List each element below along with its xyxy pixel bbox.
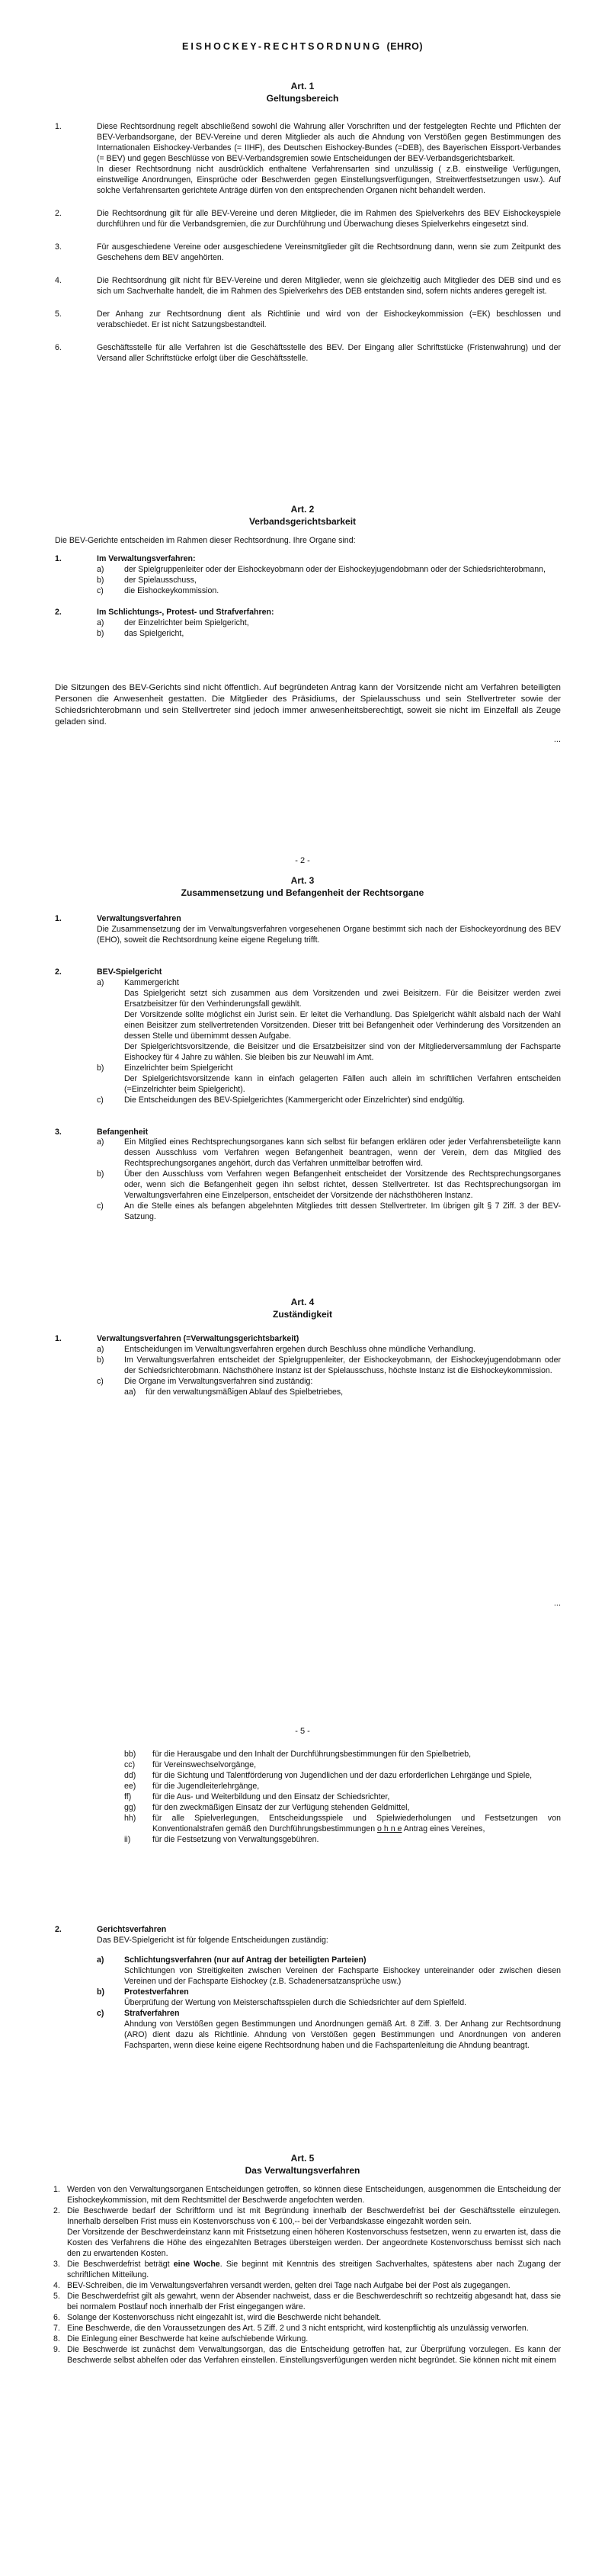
art4-body xyxy=(0,1334,605,1398)
art2-heading xyxy=(0,503,605,528)
art4-s1-hh: hh) für alle Spielverlegungen, Entscheidungsspiele und Spielwiederholungen und Festsetzungen von Konventionalstrafen gemäß den Durchführungsbestimmungen o h n e Antrag eines Vereines, xyxy=(124,1813,561,1833)
art5-item-5: 5. Die Beschwerdefrist gilt als gewahrt, wenn der Absender nachweist, dass er die Beschwerdeschrift so rechtzeitig abgesandt hat, dass sie bei normalem Postlauf noch innerhalb der Frist eingegangen wäre. xyxy=(53,2291,561,2311)
art1-item-5: 5. Der Anhang zur Rechtsordnung dient als Richtlinie und wird von der Eishockeykommission (=EK) beschlossen und verabschiedet. Er ist nicht Satzungsbestandteil. xyxy=(55,309,561,329)
art1-item-2: 2. Die Rechtsordnung gilt für alle BEV-Vereine und deren Mitglieder, die im Rahmen des Spielverkehrs des BEV Eishockeyspiele durchführen und für die Verbandsgremien, die zur Durchführung und Überwachung dieses Spielverkehrs eingesetzt sind. xyxy=(55,208,561,229)
art3-title: Zusammensetzung und Befangenheit der Rechtsorgane xyxy=(181,887,424,899)
art4-s2-c: c) Strafverfahren Ahndung von Verstößen gegen Bestimmungen und Anordnungen gemäß Art. 8 Ziff. 3. Der Anhang zur Rechtsordnung (ARO) dient dazu als Richtlinie. Ahndung von Verstößen gegen Bestimmungen und Anordnungen von anderen Fachsparten, wenn diese keine eigene Rechtsordnung haben und die Fachspartenleitung die Ahndung beantragt. xyxy=(97,2008,561,2050)
art2-title: Verbandsgerichtsbarkeit xyxy=(248,516,357,528)
art5-title: Das Verwaltungsverfahren xyxy=(245,2165,360,2177)
art2-closing: Die Sitzungen des BEV-Gerichts sind nicht öffentlich. Auf begründeten Antrag kann der Vorsitzende nicht am Verfahren beteiligten Personen die Anwesenheit gestatten. Die Mitglieder des Präsidiums, der Spielausschuss und sein Stellvertreter sowie der Schiedsrichterobmann und sein Stellvertreter sind jedoch immer anwesenheitsberechtigt, soweit sie nicht im Einzelfall als Zeuge geladen sind. xyxy=(55,683,561,727)
art5-item-1: 1. Werden von den Verwaltungsorganen Entscheidungen getroffen, so können diese Entscheidungen, ausgenommen die Entscheidung der Eishockeykommission, mit dem Rechtsmittel der Beschwerde angefochten werden. xyxy=(53,2185,561,2205)
art3-s3-a: a) Ein Mitglied eines Rechtsprechungsorganes kann sich selbst für befangen erklären oder jeder Verfahrensbeteiligte kann dessen Ausschluss vom Verfahren wegen Befangenheit beantragen, wenn der Verein, dem das Mitglied des Rechtsprechungsorganes angehört, durch das Verfahren unmittelbar betroffen wird. xyxy=(97,1137,561,1169)
art2-s1-c: c) die Eishockeykommission. xyxy=(97,585,219,595)
art4-s1-aa: aa) für den verwaltungsmäßigen Ablauf des Spielbetriebes, xyxy=(124,1387,344,1397)
art1-item-3: 3. Für ausgeschiedene Vereine oder ausgeschiedene Vereinsmitglieder gilt die Rechtsordnung dann, wenn sie zum Zeitpunkt des Geschehens dem BEV angehörten. xyxy=(55,242,561,262)
art3-s3-c: c) An die Stelle eines als befangen abgelehnten Mitgliedes tritt dessen Stellvertreter. Im übrigen gilt § 7 Ziff. 3 der BEV-Satzung. xyxy=(97,1201,561,1222)
art4-s1-ee: ee) für die Jugendleiterlehrgänge, xyxy=(124,1781,260,1791)
art4-s2-b: b) Protestverfahren Überprüfung der Wertung von Meisterschaftsspielen durch die Schiedsrichter auf dem Spielfeld. xyxy=(97,1987,467,2007)
art4-list-continued xyxy=(0,1750,605,1846)
art4-s1-bb: bb) für die Herausgabe und den Inhalt der Durchführungsbestimmungen für den Spielbetrieb, xyxy=(124,1750,472,1759)
art1-item-6: 6. Geschäftsstelle für alle Verfahren ist die Geschäftsstelle des BEV. Der Eingang aller Schriftstücke (Fristenwahrung) und der Versand aller Schriftstücke erfolgt über die Geschäftsstelle. xyxy=(55,342,561,363)
art4-title: Zuständigkeit xyxy=(272,1309,332,1320)
art4-s1-dd: dd) für die Sichtung und Talentförderung von Jugendlichen und der dazu erforderlichen Lehrgänge und Spiele, xyxy=(124,1770,533,1780)
art4-section-2: 2. Gerichtsverfahren Das BEV-Spielgericht ist für folgende Entscheidungen zuständig: a) Schlichtungsverfahren (nur auf Antrag der beteiligten Parteien) Schlichtungen von Streitigkeiten zwischen Vereinen der Fachsparte Eishockey untereinander oder zwischen diesen Vereinen und der Fachsparte Eishockey (z.B. Schadenersatzansprüche usw.) b) Protestverfahren Überprüfung der Wertung von Meisterschaftsspielen durch die Schiedsrichter auf dem Spielfeld. c) Strafverfahren Ahndung von Verstößen gegen Bestimmungen und Anordnungen gemäß Art. 8 Ziff. 3. Der Anhang zur Rechtsordnung (ARO) dient dazu als Richtlinie. Ahndung von Verstößen gegen Bestimmungen und Anordnungen von anderen Fachsparten, wenn diese keine eigene Rechtsordnung haben und die Fachspartenleitung die Ahndung beantragt. xyxy=(0,1925,605,2051)
art4-s1-a: a) Entscheidungen im Verwaltungsverfahren ergehen durch Beschluss ohne mündliche Verhandlung. xyxy=(97,1344,476,1354)
art1-item-1: 1. Diese Rechtsordnung regelt abschließend sowohl die Wahrung aller Vorschriften und der festgelegten Rechte und Pflichten der BEV-Verbandsorgane, der BEV-Vereine und deren Mitglieder als auch die Ahndung von Verstößen gegen Bestimmungen des Internationalen Eishockey-Verbandes (= IIHF), des Deutschen Eishockey-Bundes (=DEB), des Bayerischen Eissport-Verbandes (= BEV) und gegen Beschlüsse von BEV-Verbandsgremien sowie Entscheidungen der BEV-Verbandsgerichtsbarkeit. In dieser Rechtsordnung nicht ausdrücklich enthaltene Verfahrensarten sind unzulässig ( z.B. einstweilige Verfügungen, einstweilige Anordnungen, Einsprüche oder Beschwerden gegen Einstellungsverfügungen, Streitwertfestsetzungen usw.). Auf solche Verfahrensarten gerichtete Anträge dürfen von den entsprechenden Organen nicht behandelt werden. xyxy=(55,122,561,195)
continuation-dots-2: ... xyxy=(553,1599,561,1608)
art2-s2-b: b) das Spielgericht, xyxy=(97,628,184,638)
art3-section-2: 2. BEV-Spielgericht xyxy=(55,967,162,977)
art2-s2-a: a) der Einzelrichter beim Spielgericht, xyxy=(97,618,249,627)
art5-item-3: 3. Die Beschwerdefrist beträgt eine Woche. Sie beginnt mit Kenntnis des streitigen Sachverhaltes, spätestens aber nach Zugang der schriftlichen Mitteilung. xyxy=(53,2259,561,2279)
art1-number: Art. 1 xyxy=(290,81,315,91)
art5-item-9: 9. Die Beschwerde ist zunächst dem Verwaltungsorgan, das die Entscheidung getroffen hat, zur Überprüfung vorzulegen. Es kann der Beschwerde selbst abhelfen oder das Verfahren einstellen. Einstellungsverfügungen werden nicht begründet. Sie können nicht mit einem xyxy=(53,2344,561,2365)
art5-item-6: 6. Solange der Kostenvorschuss nicht eingezahlt ist, wird die Beschwerde nicht behandelt. xyxy=(53,2312,382,2322)
art5-item-7: 7. Eine Beschwerde, die den Voraussetzungen des Art. 5 Ziff. 2 und 3 nicht entspricht, wird kostenpflichtig als unzulässig verworfen. xyxy=(53,2323,529,2333)
art3-s2-a: a) Kammergericht Das Spielgericht setzt sich zusammen aus dem Vorsitzenden und zwei Beisitzern. Für die Beisitzer werden zwei Ersatzbeisitzer für den Verhinderungsfall gewählt. Der Vorsitzende sollte möglichst ein Jurist sein. Er leitet die Verhandlung. Das Spielgericht wählt alsbald nach der Wahl einen Beisitzer zum stellvertretenden Vorsitzenden. Dieser tritt bei Befangenheit oder Verhinderung des Vorsitzenden an dessen Stelle und übernimmt dessen Aufgabe. Der Spielgerichtsvorsitzende, die Beisitzer und die Ersatzbeisitzer sind von der Mitgliederversammlung der Fachsparte Eishockey für 4 Jahre zu wählen. Sie bleiben bis zur Neuwahl im Amt. xyxy=(97,977,561,1062)
art4-s1-ff: ff) für die Aus- und Weiterbildung und den Einsatz der Schiedsrichter, xyxy=(124,1792,390,1801)
title-abbrev: (EHRO) xyxy=(386,41,423,52)
art4-number: Art. 4 xyxy=(290,1297,315,1307)
title-main: EISHOCKEY-RECHTSORDNUNG xyxy=(181,41,383,52)
art3-s3-b: b) Über den Ausschluss vom Verfahren wegen Befangenheit entscheidet der Vorsitzende des Rechtsprechungsorganes oder, wenn sich die Befangenheit gegen ihn selbst richtet, dessen Stellvertreter. Ist das Rechtsprechungsorgan im Verwaltungsverfahren eine Einzelperson, entscheidet der Vorsitzende der nächsthöheren Instanz. xyxy=(97,1169,561,1201)
art3-s2-c: c) Die Entscheidungen des BEV-Spielgerichtes (Kammergericht oder Einzelrichter) sind endgültig. xyxy=(97,1095,465,1105)
art5-number: Art. 5 xyxy=(290,2153,315,2164)
art5-item-4: 4. BEV-Schreiben, die im Verwaltungsverfahren versandt werden, gelten drei Tage nach Aufgabe bei der Post als zugegangen. xyxy=(53,2280,511,2290)
art4-s1-cc: cc) für Vereinswechselvorgänge, xyxy=(124,1760,257,1769)
art2-body xyxy=(0,536,605,640)
page-number-5: - 5 - xyxy=(295,1727,310,1736)
art5-heading xyxy=(0,2152,605,2177)
art4-s1-ii: ii) für die Festsetzung von Verwaltungsgebühren. xyxy=(124,1834,319,1844)
art2-section-1: 1. Im Verwaltungsverfahren: xyxy=(55,553,196,563)
art3-s2-b: b) Einzelrichter beim Spielgericht Der Spielgerichtsvorsitzende kann in einfach gelagerten Fällen auch allein im schriftlichen Verfahren entscheiden (=Einzelrichter beim Spielgericht). xyxy=(97,1063,561,1094)
art4-s1-gg: gg) für den zweckmäßigen Einsatz der zur Verfügung stehenden Geldmittel, xyxy=(124,1802,410,1812)
art1-list xyxy=(0,122,605,364)
art2-number: Art. 2 xyxy=(290,504,315,515)
page-number-2: - 2 - xyxy=(295,856,310,865)
art4-s1-b: b) Im Verwaltungsverfahren entscheidet der Spielgruppenleiter, der Eishockeyobmann, der Eishockeyjugendobmann oder der Schiedsrichterobmann. Nächsthöhere Instanz ist der Spielausschuss, höchste Instanz ist die Eishockeykommission. xyxy=(97,1355,561,1375)
art3-section-1: 1. Verwaltungsverfahren xyxy=(55,914,181,923)
continuation-dots-1: ... xyxy=(553,735,561,744)
art5-list xyxy=(0,2185,605,2366)
art3-section-3: 3. Befangenheit xyxy=(55,1127,149,1137)
art2-s1-a: a) der Spielgruppenleiter oder der Eishockeyobmann oder der Eishockeyjugendobmann oder der Schiedsrichterobmann, xyxy=(97,564,546,574)
art2-intro: Die BEV-Gerichte entscheiden im Rahmen dieser Rechtsordnung. Ihre Organe sind: xyxy=(55,536,356,545)
art5-item-8: 8. Die Einlegung einer Beschwerde hat keine aufschiebende Wirkung. xyxy=(53,2334,309,2343)
art3-body: 1. Verwaltungsverfahren Die Zusammensetzung der im Verwaltungsverfahren vorgesehenen Organe bestimmt sich nach der Eishockeyordnung des BEV (EHO), soweit die Rechtsordnung keine eigene Regelung trifft. 2. BEV-Spielgericht a) Kammergericht Das Spielgericht setzt sich zusammen aus dem Vorsitzenden und zwei Beisitzern. Für die Beisitzer werden zwei Ersatzbeisitzer für den Verhinderungsfall gewählt. Der Vorsitzende sollte möglichst ein Jurist sein. Er leitet die Verhandlung. Das Spielgericht wählt alsbald nach der Wahl einen Beisitzer zum stellvertretenden Vorsitzenden. Dieser tritt bei Befangenheit oder Verhinderung des Vorsitzenden an dessen Stelle und übernimmt dessen Aufgabe. Der Spielgerichtsvorsitzende, die Beisitzer und die Ersatzbeisitzer sind von der Mitgliederversammlung der Fachsparte Eishockey für 4 Jahre zu wählen. Sie bleiben bis zur Neuwahl im Amt. b) Einzelrichter beim Spielgericht Der Spielgerichtsvorsitzende kann in einfach gelagerten Fällen auch allein im schriftlichen Verfahren entscheiden (=Einzelrichter beim Spielgericht). c) Die Entscheidungen des BEV-Spielgerichtes (Kammergericht oder Einzelrichter) sind endgültig. 3. Befangenheit a) Ein Mitglied eines Rechtsprechungsorganes kann sich selbst für befangen erklären oder jeder Verfahrensbeteiligte kann dessen Ausschluss vom Verfahren wegen Befangenheit beantragen, wenn der Verein, dem das Mitglied des Rechtsprechungsorganes angehört, durch das Verfahren unmittelbar betroffen wird. b) Über den Ausschluss vom Verfahren wegen Befangenheit entscheidet der Vorsitzende des Rechtsprechungsorganes oder, wenn sich die Befangenheit gegen ihn selbst richtet, dessen Stellvertreter. Ist das Rechtsprechungsorgan im Verwaltungsverfahren eine Einzelperson, entscheidet der Vorsitzende der nächsthöheren Instanz. c) An die Stelle eines als befangen abgelehnten Mitgliedes tritt dessen Stellvertreter. Im übrigen gilt § 7 Ziff. 3 der BEV-Satzung. xyxy=(0,914,605,1223)
art1-heading xyxy=(0,80,605,104)
art2-s1-b: b) der Spielausschuss, xyxy=(97,575,197,585)
art1-item-4: 4. Die Rechtsordnung gilt nicht für BEV-Vereine und deren Mitglieder, wenn sie gleichzeitig auch Mitglieder des DEB sind und es sich um Sachverhalte handelt, die im Rahmen des Spielverkehrs des DEB entstanden sind, sofern nichts anderes geregelt ist. xyxy=(55,275,561,296)
art3-number: Art. 3 xyxy=(290,875,315,886)
art1-title: Geltungsbereich xyxy=(266,93,339,104)
art4-heading xyxy=(0,1296,605,1320)
art4-s1-c: c) Die Organe im Verwaltungsverfahren sind zuständig: xyxy=(97,1376,313,1386)
document-title xyxy=(0,40,605,53)
art3-heading xyxy=(0,874,605,899)
art5-item-2: 2. Die Beschwerde bedarf der Schriftform und ist mit Begründung innerhalb der Beschwerdefrist bei der Geschäftsstelle einzulegen. Innerhalb derselben Frist muss ein Kostenvorschuss von € 100,-- bei der Verbandskasse eingezahlt worden sein. Der Vorsitzende der Beschwerdeinstanz kann mit Fristsetzung einen höheren Kostenvorschuss festsetzen, wenn zu erwarten ist, dass die Kosten des Verfahrens die Höhe des eingezahlten Betrages übersteigen werden. Der angeordnete Kostenvorschuss bemisst sich nach den zu erwartenden Kosten. xyxy=(53,2205,561,2258)
art4-section-1: 1. Verwaltungsverfahren (=Verwaltungsgerichtsbarkeit) xyxy=(55,1334,299,1343)
art2-section-2: 2. Im Schlichtungs-, Protest- und Strafverfahren: xyxy=(55,607,274,617)
art4-s2-a: a) Schlichtungsverfahren (nur auf Antrag der beteiligten Parteien) Schlichtungen von Streitigkeiten zwischen Vereinen der Fachsparte Eishockey untereinander oder zwischen diesen Vereinen und der Fachsparte Eishockey (z.B. Schadenersatzansprüche usw.) xyxy=(97,1955,561,1986)
